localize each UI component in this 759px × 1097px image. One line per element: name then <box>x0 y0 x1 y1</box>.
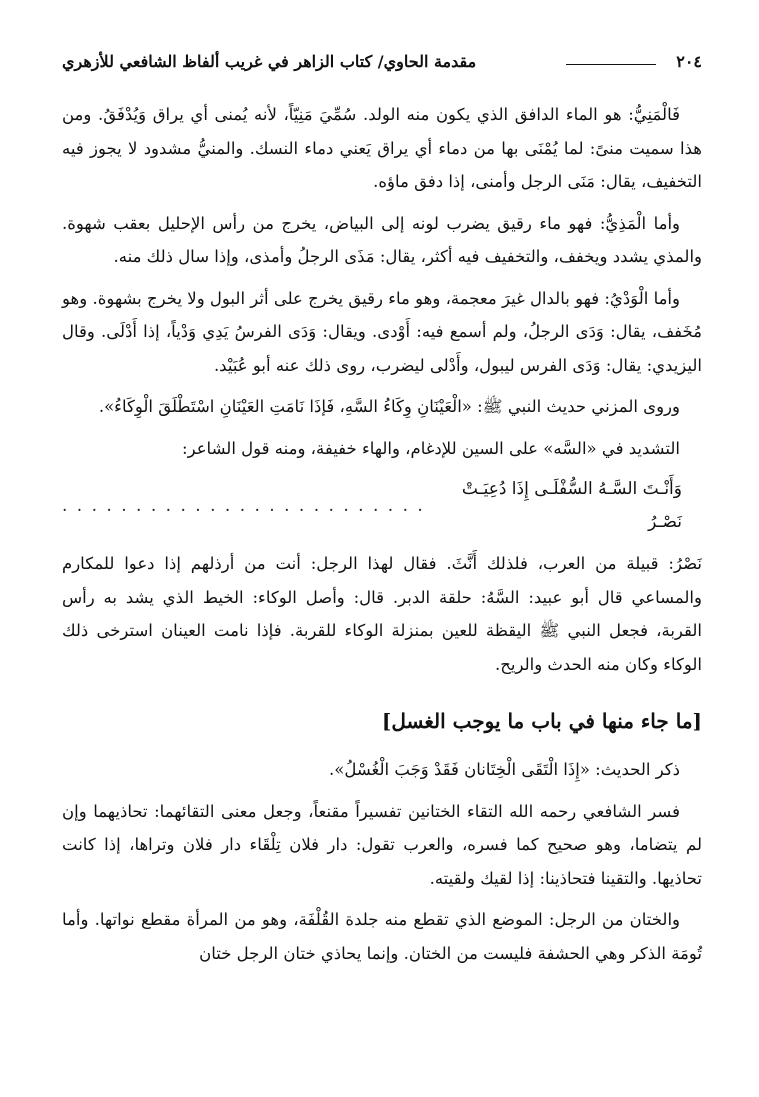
paragraph-khitan-definition: والختان من الرجل: الموضع الذي تقطع منه جلدة القُلْفَة، وهو من المرأة مقطع نواتها. وأما تُومَة الذكر وهي الحشفة فليست من الختان. وإنما يحاذي ختان الرجل ختان <box>62 910 702 963</box>
paragraph-nasr: نَصْرُ: قبيلة من العرب، فلذلك أَنَّثَ. فقال لهذا الرجل: أنت من أرذلهم إذا دعوا للمكارم والمساعي قال أبو عبيد: السَّهُ: حلقة الدبر. قال: وأصل الوكاء: الخيط الذي يشد به رأس القربة، فجعل النبي ﷺ اليقظة للعين بمنزلة الوكاء للقربة. فإذا نامت العينان استرخى ذلك الوكاء وكان منه الحدث والريح. <box>62 554 702 674</box>
paragraph-hadith-khitan: ذكر الحديث: «إِذَا الْتَقَى الْخِتَانان فَقَدْ وَجَبَ الْغُسْلُ». <box>329 760 680 779</box>
header-rule <box>566 64 656 65</box>
paragraph-shafii-tafsir: فسر الشافعي رحمه الله التقاء الختانين تفسيراً مقنعاً، وجعل معنى التقائهما: تحاذيهما وإن لم يتضاما، وهو صحيح كما فسره، والعرب تقول: دار فلان تِلْقَاء دار فلان وتراها، إذا كانت تحاذيها. والتقينا فتحاذينا: إذا لقيك ولقيته. <box>62 801 702 888</box>
page-header <box>62 50 702 78</box>
paragraph-hadith-wika: وروى المزني حديث النبي ﷺ: «الْعَيْنَانِ وِكَاءُ السَّهِ، فَإذَا نَامَتِ العَيْنَانِ اسْتَطْلَقَ الْوِكَاءُ». <box>98 397 680 416</box>
paragraph-madhi: وأما الْمَذِيُّ: فهو ماء رقيق يضرب لونه إلى البياض، يخرج من رأس الإحليل بعقب شهوة. والمذي يشدد ويخفف، والتخفيف فيه أكثر، يقال: مَذَى الرجلُ وأمذى، وإذا سال ذلك منه. <box>62 213 702 266</box>
poetry-verse <box>62 473 702 539</box>
paragraph-mani: فَالْمَنِيُّ: هو الماء الدافق الذي يكون منه الولد. سُمِّيَ مَنِيّاً، لأنه يُمنى أي يراق وَيُدْفَقُ. ومن هذا سميت منىً: لما يُمْنَى بها من دماء أي يراق يَعني دماء النسك. والمنيُّ مشدود لا يجوز فيه التخفيف، يقال: مَنَى الرجل وأمنى، إذا دفق ماؤه. <box>62 105 702 191</box>
page-number: ٢٠٤ <box>676 52 702 71</box>
page <box>62 50 702 1090</box>
verse-ellipsis: . . . . . . . . . . . . . . . . . . . . . . . . . <box>62 495 425 516</box>
paragraph-tashdid: التشديد في «السَّه» على السين للإدغام، والهاء خفيفة، ومنه قول الشاعر: <box>182 438 680 458</box>
verse-hemistich: وَأَنْـتَ السَّـهُ السُّفْلَـى إِذَا دُعِيَـتْ نَصْـرُ <box>461 479 682 532</box>
running-title: مقدمة الحاوي/ كتاب الزاهر في غريب ألفاظ الشافعي للأزهري <box>62 52 477 71</box>
paragraph-wadi: وأما الْوَدْيُ: فهو بالدال غيرَ معجمة، وهو ماء رقيق يخرج على أثر البول ولا يخرج بشهوة. وهو مُخَفف، يقال: وَدَى الرجلُ، ولم أسمع فيه: أَوْدى. ويقال: وَدَى الفرسُ يَدِي وَدْياً، إذا أَدْلَى. وقال اليزيدي: يقال: وَدَى الفرس ليبول، وأَدْلى ليضرب، روى ذلك عنه أبو عُبَيْد. <box>62 288 702 375</box>
section-heading: [ما جاء منها في باب ما يوجب الغسل] <box>381 709 702 733</box>
main-text <box>62 98 702 970</box>
